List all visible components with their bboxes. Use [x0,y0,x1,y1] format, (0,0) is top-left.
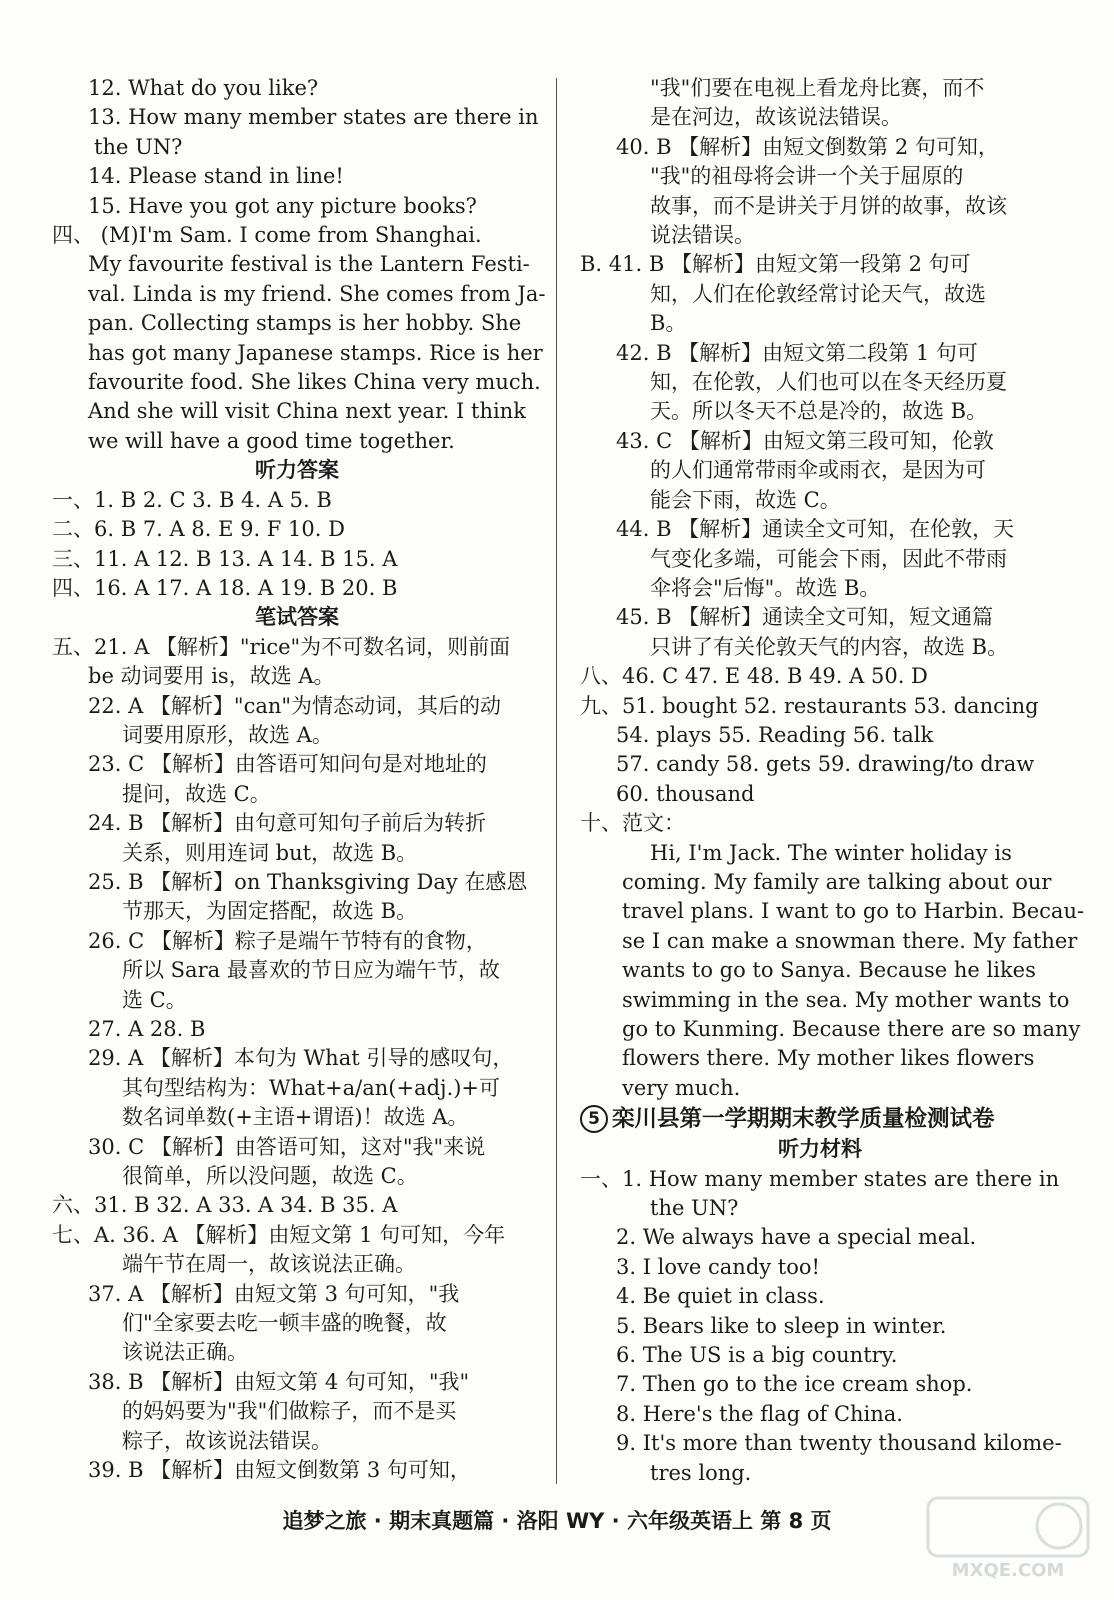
text-line: 57. candy 58. gets 59. drawing/to draw [616,752,1035,777]
text-line: 四、16. A 17. A 18. A 19. B 20. B [52,575,398,600]
text-line: 词要用原形，故选 A。 [122,722,333,747]
text-line: 9. It's more than twenty thousand kilome- [616,1431,1062,1456]
text-line: 选 C。 [122,987,187,1012]
text-line: 40. B 【解析】由短文倒数第 2 句可知， [616,134,999,159]
text-line: 只讲了有关伦敦天气的内容，故选 B。 [650,634,1009,659]
text-line: be 动词要用 is，故选 A。 [88,664,335,689]
text-line: very much. [622,1075,741,1100]
text-line: 数名词单数(+主语+谓语)！故选 A。 [122,1105,469,1130]
text-line: 知，人们在伦敦经常讨论天气，故选 [650,281,986,306]
text-line: 42. B 【解析】由短文第二段第 1 句可 [616,340,978,365]
text-line: 60. thousand [616,781,755,806]
text-line: 气变化多端，可能会下雨，因此不带雨 [650,546,1007,571]
text-line: 十、范文： [580,811,685,836]
section-number-badge: 5 [580,1105,608,1133]
watermark-text: MXQE.COM [951,1560,1065,1581]
text-line: we will have a good time together. [88,428,455,453]
text-line: swimming in the sea. My mother wants to [622,987,1070,1012]
text-line: 45. B 【解析】通读全文可知，短文通篇 [616,605,994,630]
text-line: go to Kunming. Because there are so many [622,1017,1081,1041]
text-line: 提问，故选 C。 [122,781,271,806]
text-line: 一、1. B 2. C 3. B 4. A 5. B [52,487,332,512]
text-line: 27. A 28. B [88,1017,206,1041]
text-line: 12. What do you like? [88,76,319,100]
text-line: the UN? [94,134,183,159]
page-footer: 追梦之旅 · 期末真题篇 · 洛阳 WY · 六年级英语上 第 8 页 [282,1509,832,1533]
text-line: 粽子，故该说法错误。 [122,1428,332,1453]
text-line: pan. Collecting stamps is her hobby. She [88,311,522,336]
text-line: And she will visit China next year. I think [88,399,526,424]
text-line: B. 41. B 【解析】由短文第一段第 2 句可 [580,252,971,277]
text-line: 29. A 【解析】本句为 What 引导的感叹句， [88,1046,514,1071]
text-line: 三、11. A 12. B 13. A 14. B 15. A [52,546,398,571]
text-line: 所以 Sara 最喜欢的节日应为端午节，故 [122,958,500,983]
column-divider [556,78,557,1484]
text-line: 44. B 【解析】通读全文可知，在伦敦，天 [616,517,1015,542]
text-line: 是在河边，故该说法错误。 [650,105,902,130]
text-line: wants to go to Sanya. Because he likes [622,958,1036,983]
text-line: 30. C 【解析】由答语可知，这对"我"来说 [88,1134,486,1159]
text-line: favourite food. She likes China very much. [88,370,541,395]
text-line: 38. B 【解析】由短文第 4 句可知，"我" [88,1369,470,1394]
text-line: B。 [650,311,687,336]
text-line: 其句型结构为：What+a/an(+adj.)+可 [122,1075,501,1100]
text-line: 能会下雨，故选 C。 [650,487,841,512]
text-line: 22. A 【解析】"can"为情态动词，其后的动 [88,693,502,718]
text-line: coming. My family are talking about our [622,869,1052,894]
text-line: travel plans. I want to go to Harbin. Becau- [622,899,1085,924]
text-line: se I can make a snowman there. My father [622,928,1078,953]
text-line: 天。所以冬天不总是冷的，故选 B。 [650,399,988,424]
text-line: 15. Have you got any picture books? [88,193,477,218]
subsection-heading: 笔试答案 [255,605,339,630]
text-line: "我"的祖母将会讲一个关于屈原的 [650,164,964,189]
text-line: the UN? [650,1196,739,1221]
text-line: My favourite festival is the Lantern Festi- [88,252,530,277]
text-line: 14. Please stand in line! [88,164,344,189]
text-line: 39. B 【解析】由短文倒数第 3 句可知， [88,1458,471,1483]
text-line: 4. Be quiet in class. [616,1284,825,1309]
text-line: flowers there. My mother likes flowers [622,1046,1035,1071]
text-line: 37. A 【解析】由短文第 3 句可知，"我 [88,1281,460,1306]
right-column [580,74,1085,1488]
text-line: "我"们要在电视上看龙舟比赛，而不 [650,76,985,100]
subsection-heading: 听力材料 [778,1137,862,1162]
text-line: 43. C 【解析】由短文第三段可知，伦敦 [616,428,994,453]
text-line: 九、51. bought 52. restaurants 53. dancing [580,693,1039,718]
text-line: 26. C 【解析】粽子是端午节特有的食物， [88,928,487,953]
text-line: 关系，则用连词 but，故选 B。 [122,840,418,865]
text-line: 知，在伦敦，人们也可以在冬天经历夏 [650,370,1007,395]
text-line: 24. B 【解析】由句意可知句子前后为转折 [88,811,487,836]
text-line: 5. Bears like to sleep in winter. [616,1313,947,1338]
text-line: 五、21. A 【解析】"rice"为不可数名词，则前面 [52,634,511,659]
text-line: 端午节在周一，故该说法正确。 [122,1252,416,1277]
text-line: 七、A. 36. A 【解析】由短文第 1 句可知，今年 [52,1222,506,1247]
section-title-text: 栾川县第一学期期末教学质量检测试卷 [612,1106,995,1133]
text-line: 说法错误。 [650,223,755,248]
text-line: 很简单，所以没问题，故选 C。 [122,1164,418,1189]
text-line: 八、46. C 47. E 48. B 49. A 50. D [580,664,928,689]
text-line: 54. plays 55. Reading 56. talk [616,722,934,747]
text-line: 2. We always have a special meal. [616,1225,977,1250]
text-line: 一、1. How many member states are there in [580,1166,1060,1191]
text-line: val. Linda is my friend. She comes from Ja- [88,281,546,306]
watermark-logo [924,1492,1094,1582]
text-line: 节那天，为固定搭配，故选 B。 [122,899,418,924]
section-title [580,1103,1060,1135]
text-line: 6. The US is a big country. [616,1343,898,1368]
text-line: 8. Here's the flag of China. [616,1401,903,1426]
text-line: 们"全家要去吃一顿丰盛的晚餐，故 [122,1311,447,1336]
text-line: 的妈妈要为"我"们做粽子，而不是买 [122,1399,457,1424]
text-line: has got many Japanese stamps. Rice is her [88,340,543,365]
text-line: 13. How many member states are there in [88,105,539,130]
text-line: 该说法正确。 [122,1340,248,1365]
left-column [52,74,546,1486]
text-line: 3. I love candy too! [616,1254,820,1279]
text-line: 23. C 【解析】由答语可知问句是对地址的 [88,752,487,777]
text-line: tres long. [650,1460,752,1485]
text-line: 四、 (M)I'm Sam. I come from Shanghai. [52,223,482,248]
text-line: Hi, I'm Jack. The winter holiday is [650,840,1012,865]
text-line: 故事，而不是讲关于月饼的故事，故该 [650,193,1007,218]
text-line: 二、6. B 7. A 8. E 9. F 10. D [52,517,345,542]
text-line: 25. B 【解析】on Thanksgiving Day 在感恩 [88,869,528,894]
subsection-heading: 听力答案 [255,458,339,483]
text-line: 六、31. B 32. A 33. A 34. B 35. A [52,1193,398,1218]
text-line: 伞将会"后悔"。故选 B。 [650,575,881,600]
text-line: 的人们通常带雨伞或雨衣，是因为可 [650,458,986,483]
text-line: 7. Then go to the ice cream shop. [616,1372,973,1397]
